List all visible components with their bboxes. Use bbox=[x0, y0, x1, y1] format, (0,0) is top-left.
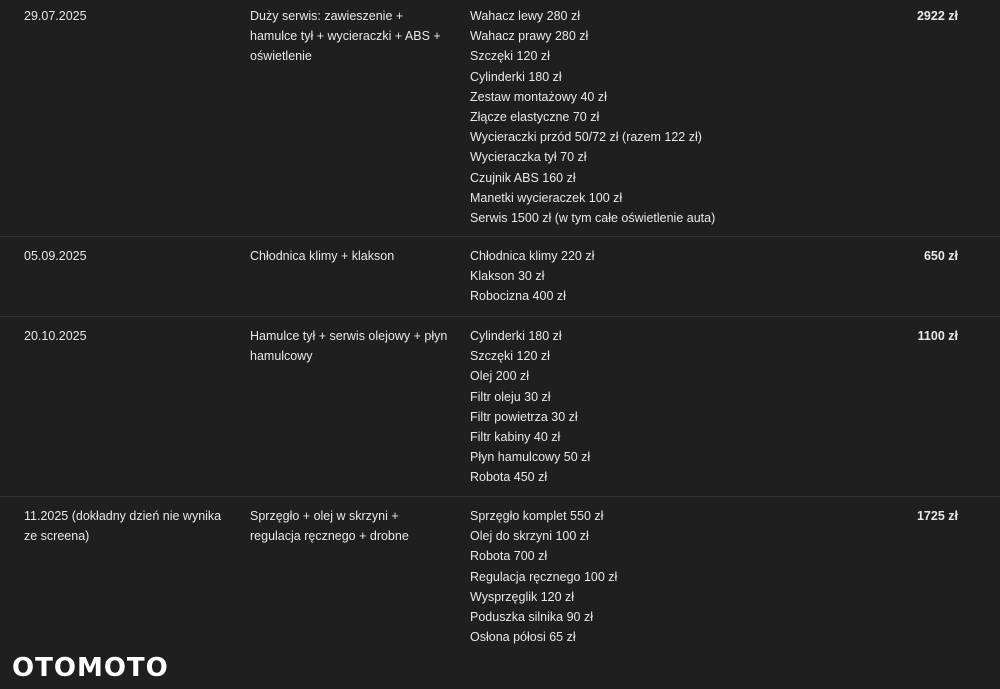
list-item: Filtr oleju 30 zł bbox=[470, 389, 551, 404]
list-item: Czujnik ABS 160 zł bbox=[470, 170, 576, 185]
list-item: Płyn hamulcowy 50 zł bbox=[470, 450, 591, 465]
list-item: Wycieraczka tył 70 zł bbox=[470, 150, 587, 165]
row-total: 1725 zł bbox=[916, 509, 958, 523]
list-item: Robocizna 400 zł bbox=[470, 289, 566, 304]
list-item: Szczęki 120 zł bbox=[470, 349, 550, 364]
table-row bbox=[0, 317, 1000, 497]
list-item: Cylinderki 180 zł bbox=[470, 69, 562, 84]
list-item: Wycieraczki przód 50/72 zł (razem 122 zł) bbox=[470, 130, 702, 145]
row-total: 2922 zł bbox=[916, 9, 958, 23]
list-item: Manetki wycieraczek 100 zł bbox=[470, 190, 623, 205]
row-total: 650 zł bbox=[923, 249, 958, 263]
row-description: Hamulce tył + serwis olejowy + płyn hamulcowy bbox=[250, 329, 448, 364]
row-description: Sprzęgło + olej w skrzyni + regulacja ręcznego + drobne bbox=[250, 509, 409, 544]
list-item: Złącze elastyczne 70 zł bbox=[470, 110, 600, 125]
row-items bbox=[470, 506, 870, 647]
row-date: 11.2025 (dokładny dzień nie wynika ze screena) bbox=[24, 509, 222, 544]
list-item: Chłodnica klimy 220 zł bbox=[470, 249, 595, 263]
list-item: Cylinderki 180 zł bbox=[470, 329, 562, 343]
list-item: Serwis 1500 zł (w tym całe oświetlenie auta) bbox=[470, 211, 716, 226]
list-item: Szczęki 120 zł bbox=[470, 49, 550, 64]
list-item: Wahacz lewy 280 zł bbox=[470, 9, 580, 23]
list-item: Robota 700 zł bbox=[470, 549, 548, 564]
list-item: Olej do skrzyni 100 zł bbox=[470, 529, 589, 544]
table-row bbox=[0, 497, 1000, 657]
list-item: Regulacja ręcznego 100 zł bbox=[470, 569, 618, 584]
list-item: Filtr powietrza 30 zł bbox=[470, 409, 578, 424]
row-date: 29.07.2025 bbox=[24, 9, 87, 23]
row-items bbox=[470, 246, 870, 307]
row-date: 05.09.2025 bbox=[24, 249, 87, 263]
list-item: Zestaw montażowy 40 zł bbox=[470, 89, 607, 104]
table-row bbox=[0, 0, 1000, 237]
row-items bbox=[470, 6, 870, 228]
list-item: Osłona półosi 65 zł bbox=[470, 630, 576, 645]
otomoto-logo: OTOMOTO bbox=[12, 653, 169, 683]
row-date: 20.10.2025 bbox=[24, 329, 87, 343]
row-description: Duży serwis: zawieszenie + hamulce tył + wycieraczki + ABS + oświetlenie bbox=[250, 9, 441, 64]
list-item: Wysprzęglik 120 zł bbox=[470, 589, 575, 604]
row-description: Chłodnica klimy + klakson bbox=[250, 249, 395, 263]
list-item: Robota 450 zł bbox=[470, 470, 548, 485]
list-item: Klakson 30 zł bbox=[470, 269, 545, 284]
list-item: Olej 200 zł bbox=[470, 369, 530, 384]
row-items bbox=[470, 326, 870, 488]
list-item: Poduszka silnika 90 zł bbox=[470, 610, 593, 625]
table-row bbox=[0, 237, 1000, 317]
row-total: 1100 zł bbox=[917, 329, 958, 343]
list-item: Sprzęgło komplet 550 zł bbox=[470, 509, 604, 523]
list-item: Filtr kabiny 40 zł bbox=[470, 430, 561, 445]
list-item: Wahacz prawy 280 zł bbox=[470, 29, 589, 44]
